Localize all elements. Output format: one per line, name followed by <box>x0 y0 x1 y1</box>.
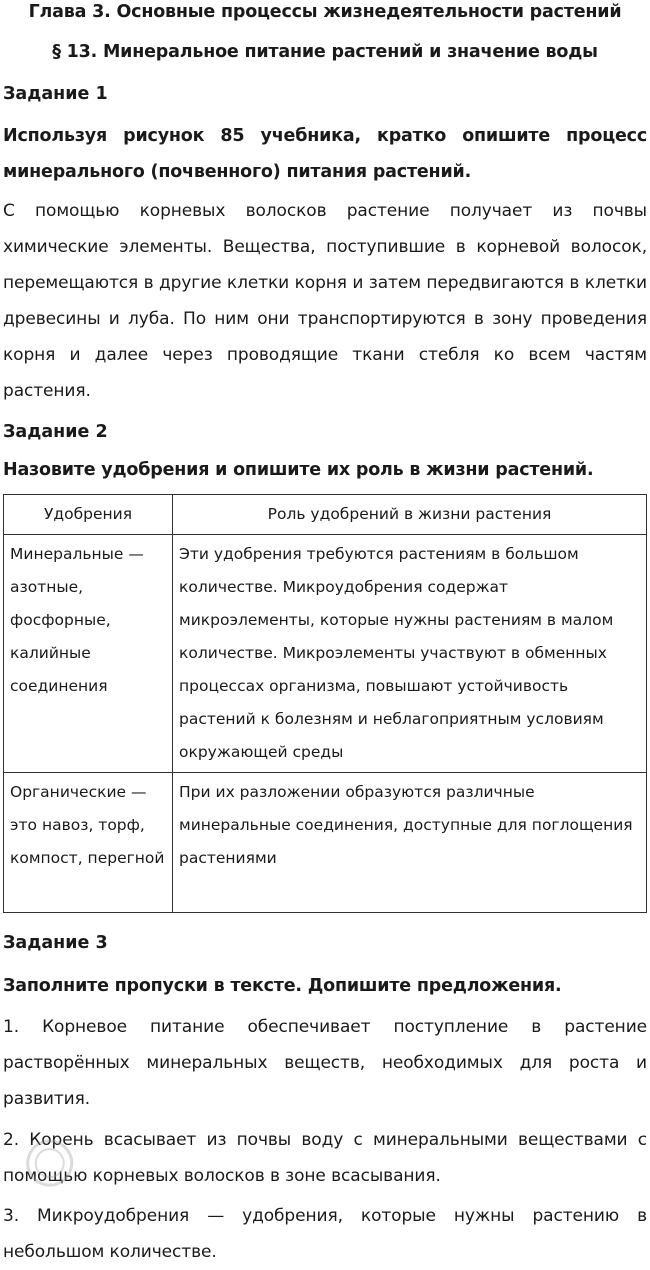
table-header-fertilizers: Удобрения <box>4 495 173 535</box>
fertilizer-type-cell: Органические — это навоз, торф, компост, перегной <box>4 773 173 913</box>
task1-question: Используя рисунок 85 учебника, кратко опишите процесс минерального (почвенного) питания растений. <box>3 126 647 182</box>
task3-heading: Задание 3 <box>3 933 108 953</box>
task2-question: Назовите удобрения и опишите их роль в жизни растений. <box>3 460 594 480</box>
fertilizer-role-cell: Эти удобрения требуются растениям в большом количестве. Микроудобрения содержат микроэлементы, которые нужны растениям в малом количестве. Микроэлементы участвуют в обменных процессах организма, повышают устойчивость растений к болезням и неблагоприятным условиям окружающей среды <box>173 535 647 773</box>
table-header-role: Роль удобрений в жизни растения <box>173 495 647 535</box>
task3-question: Заполните пропуски в тексте. Допишите предложения. <box>3 976 562 996</box>
task2-heading: Задание 2 <box>3 422 108 442</box>
task3-item: 1. Корневое питание обеспечивает поступление в растение растворённых минеральных веществ, необходимых для роста и развития. <box>3 1017 647 1109</box>
chapter-title: Глава 3. Основные процессы жизнедеятельности растений <box>28 2 622 22</box>
task3-item: 3. Микроудобрения — удобрения, которые нужны растению в небольшом количестве. <box>3 1206 647 1262</box>
table-row <box>4 535 647 773</box>
task1-heading: Задание 1 <box>3 84 108 104</box>
task1-answer: С помощью корневых волосков растение получает из почвы химические элементы. Вещества, поступившие в корневой волосок, перемещаются в другие клетки корня и затем передвигаются в клетки древесины и луба. По ним они транспортируются в зону проведения корня и далее через проводящие ткани стебля ко всем частям растения. <box>3 201 647 401</box>
table-row <box>4 773 647 913</box>
task3-item: 2. Корень всасывает из почвы воду с минеральными веществами с помощью корневых волосков в зоне всасывания. <box>3 1130 647 1186</box>
section-title: § 13. Минеральное питание растений и значение воды <box>52 42 598 62</box>
table-header-row <box>4 495 647 535</box>
fertilizer-table <box>3 494 647 913</box>
fertilizer-role-cell: При их разложении образуются различные минеральные соединения, доступные для поглощения растениями <box>173 773 647 913</box>
fertilizer-type-cell: Минеральные — азотные, фосфорные, калийные соединения <box>4 535 173 773</box>
